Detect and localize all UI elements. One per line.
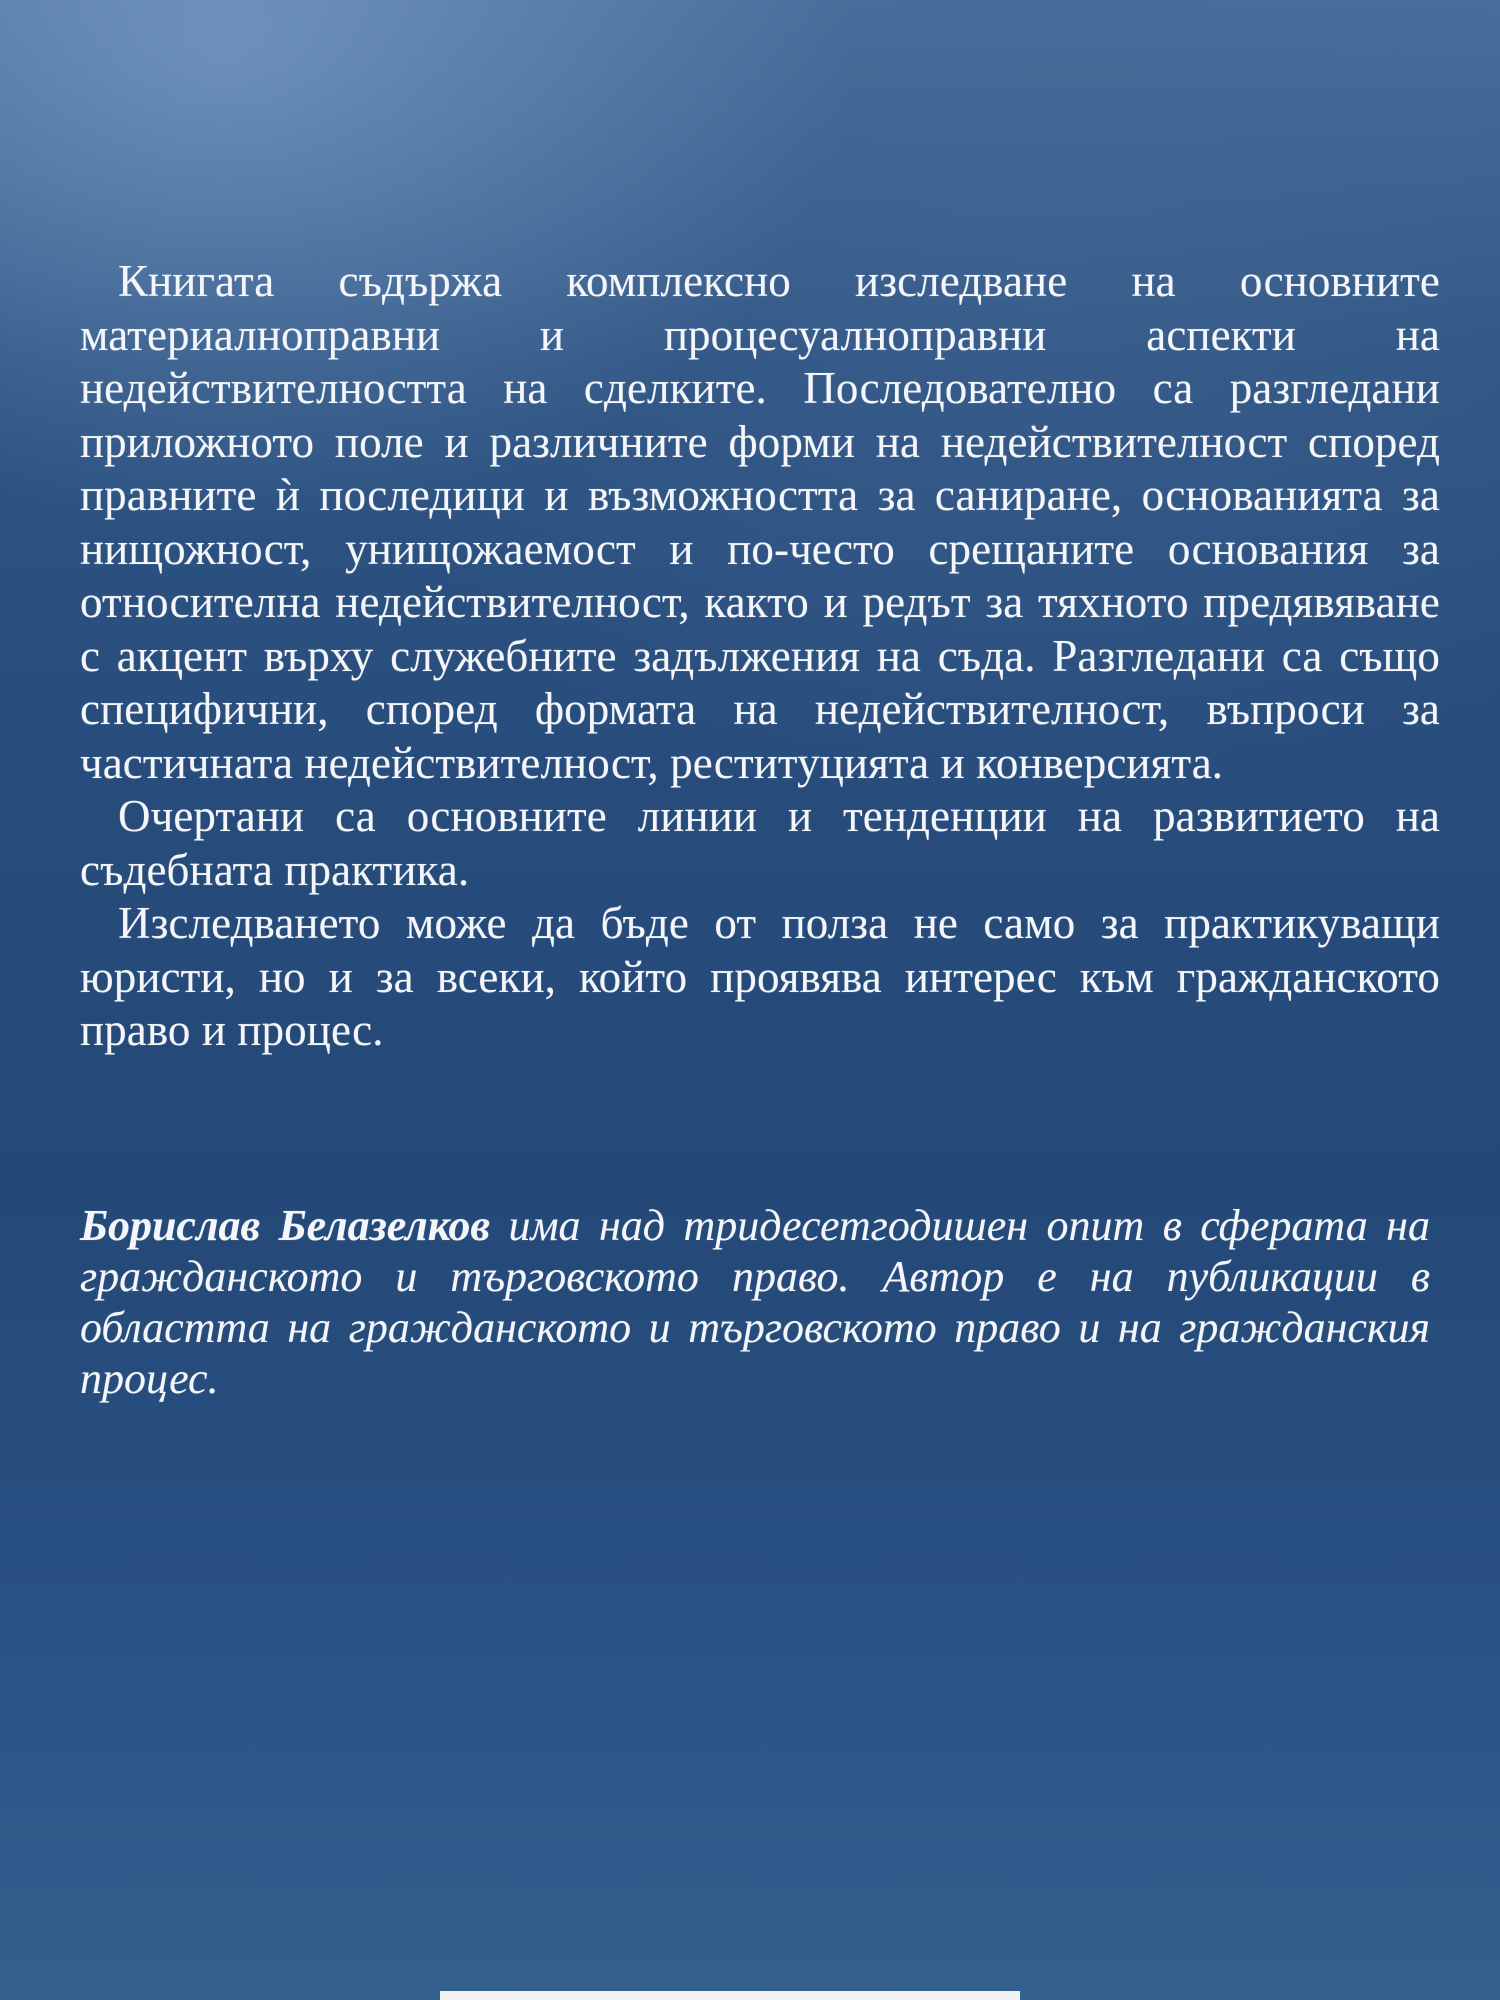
author-bio bbox=[80, 1200, 1430, 1404]
book-description bbox=[80, 255, 1440, 1058]
bottom-label-strip bbox=[440, 1991, 1020, 2000]
author-name: Борислав Белазелков bbox=[80, 1201, 491, 1250]
description-paragraph-1: Книгата съдържа комплексно изследване на основните материалноправни и процесуалноправни аспекти на недействителността на сделките. Последователно са разгледани приложното поле и различните форми на недействителност според правните ѝ последици и възможността за саниране, основанията за нищожност, унищожаемост и по-често срещаните основания за относителна недействителност, както и редът за тяхното предявяване с акцент върху служебните задължения на съда. Разгледани са също специфични, според формата на недействителност, въпроси за частичната недействителност, реституцията и конверсията. bbox=[80, 256, 1440, 788]
description-paragraph-2: Очертани са основните линии и тенденции на развитието на съдебната практика. bbox=[80, 791, 1440, 895]
description-paragraph-3: Изследването може да бъде от полза не само за практикуващи юристи, но и за всеки, който проявява интерес към гражданското право и процес. bbox=[80, 898, 1440, 1055]
author-bio-text: има над тридесетгодишен опит в сферата на гражданското и търговското право. Автор е на публикации в областта на гражданското и търговското право и на гражданския процес. bbox=[80, 1201, 1430, 1403]
